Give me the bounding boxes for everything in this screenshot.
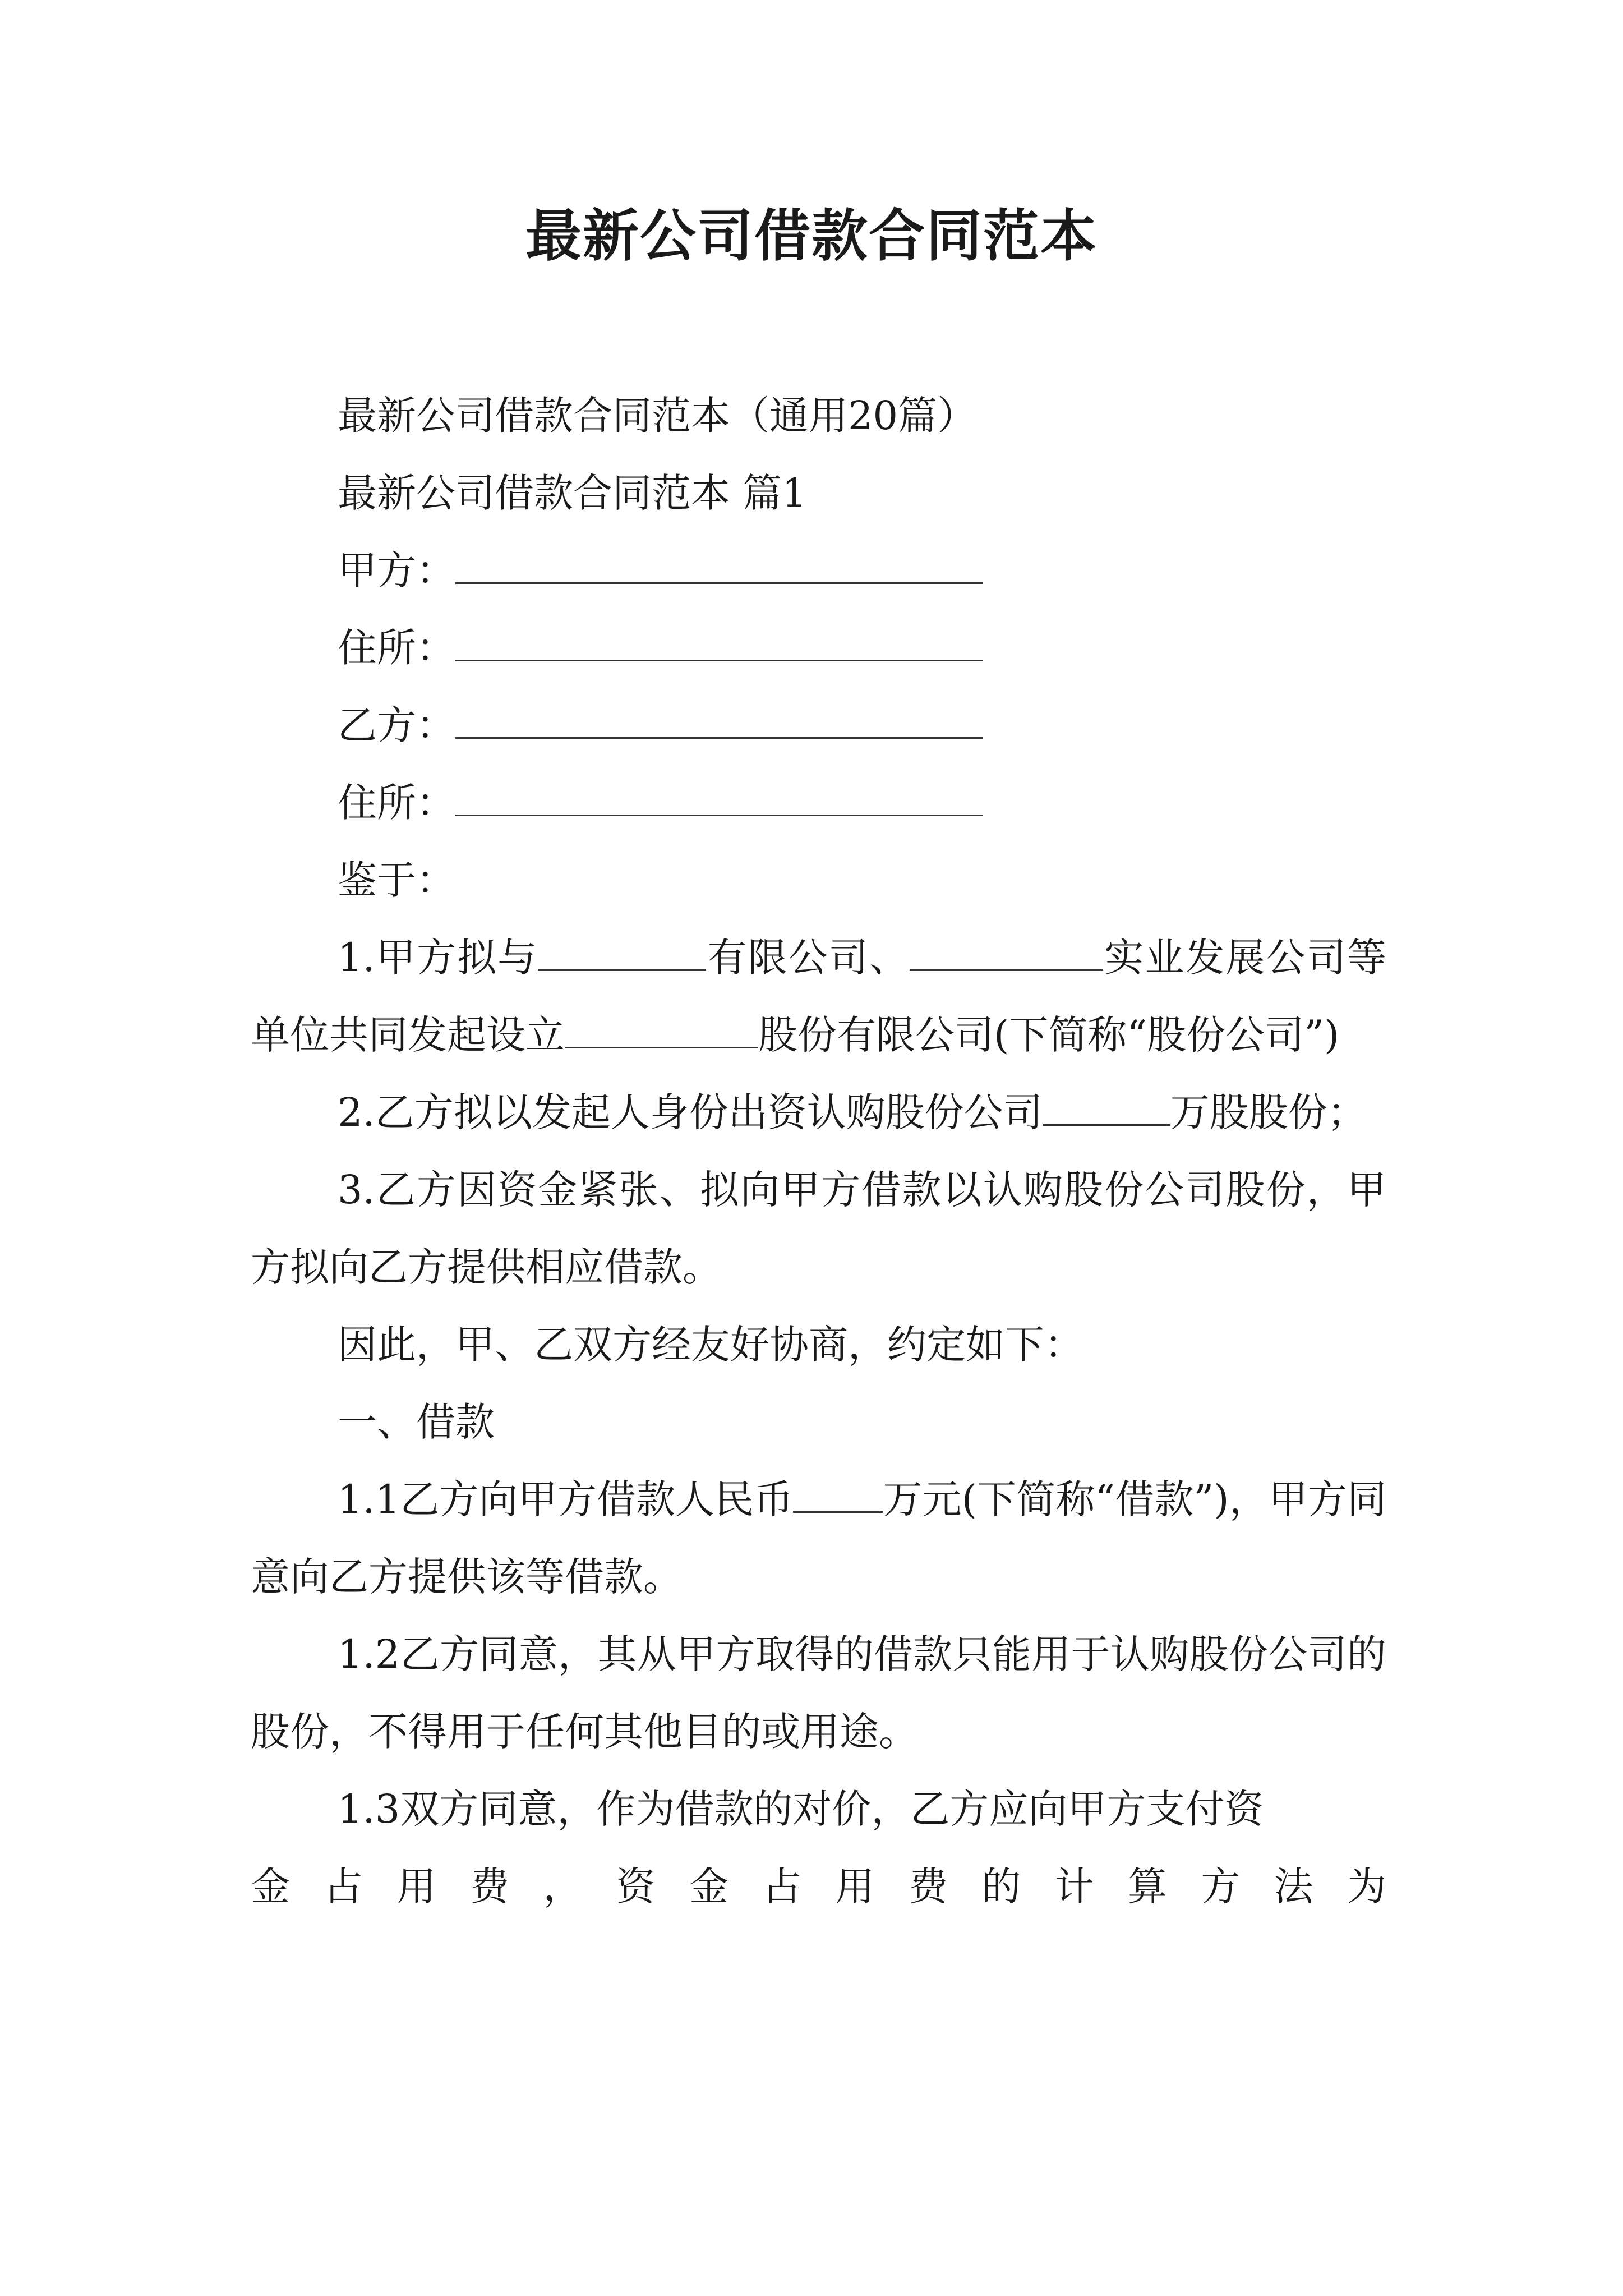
document-body bbox=[251, 377, 1386, 1925]
document-title: 最新公司借款合同范本 bbox=[525, 203, 1098, 269]
article-1-heading: 一、借款 bbox=[338, 1399, 495, 1445]
recital-3: 3.乙方因资金紧张、拟向甲方借款以认购股份公司股份，甲方拟向乙方提供相应借款。 bbox=[251, 1167, 1386, 1290]
party-a-field bbox=[251, 532, 1386, 609]
party-a-address-blank bbox=[455, 626, 983, 661]
whereas-heading: 鉴于： bbox=[338, 857, 455, 903]
party-a-blank bbox=[455, 549, 983, 584]
recital-2-text-b: 万股股份； bbox=[1170, 1089, 1367, 1135]
clause-1-1-text-b: 万元(下简称“借款”)，甲方同意向乙方提供该等借款。 bbox=[251, 1476, 1386, 1600]
recital-1-blank-2 bbox=[910, 936, 1103, 971]
recital-1-blank-3 bbox=[565, 1013, 758, 1048]
party-a-address-label: 住所： bbox=[338, 625, 455, 671]
recital-1 bbox=[251, 919, 1386, 1074]
recital-2 bbox=[251, 1074, 1386, 1151]
clause-1-3-continued: 金占用费，资金占用费的计算方法为 bbox=[251, 1864, 1386, 1910]
clause-1-2: 1.2乙方同意，其从甲方取得的借款只能用于认购股份公司的股份，不得用于任何其他目的或用途。 bbox=[251, 1631, 1386, 1755]
clause-1-1-blank bbox=[793, 1478, 883, 1513]
recital-2-blank bbox=[1043, 1091, 1170, 1126]
recital-1-text-c: 实业发展公 bbox=[1103, 935, 1307, 981]
party-b-address-field bbox=[251, 764, 1386, 841]
party-b-address-label: 住所： bbox=[338, 780, 455, 826]
party-b-blank bbox=[455, 703, 983, 739]
recital-1-text-a: 1.甲方拟与 bbox=[338, 935, 538, 981]
clause-1-1-text-a: 1.1乙方向甲方借款人民币 bbox=[338, 1476, 794, 1522]
party-a-address-field bbox=[251, 609, 1386, 687]
agreement-intro: 因此，甲、乙双方经友好协商，约定如下： bbox=[338, 1322, 1083, 1368]
recital-1-blank-1 bbox=[538, 936, 706, 971]
recital-1-text-b: 有限公司、 bbox=[706, 935, 910, 981]
party-b-field bbox=[251, 687, 1386, 764]
party-a-label: 甲方： bbox=[338, 547, 455, 593]
clause-1-1 bbox=[251, 1461, 1386, 1616]
clause-1-3: 1.3双方同意，作为借款的对价，乙方应向甲方支付资 bbox=[338, 1786, 1264, 1832]
section-heading: 最新公司借款合同范本 篇1 bbox=[338, 470, 807, 516]
recital-2-text-a: 2.乙方拟以发起人身份出资认购股份公司 bbox=[338, 1089, 1043, 1135]
party-b-address-blank bbox=[455, 781, 983, 816]
recital-1-text-d: 司等单位共同发起设立 bbox=[251, 935, 1386, 1058]
subtitle: 最新公司借款合同范本（通用20篇） bbox=[338, 393, 977, 439]
party-b-label: 乙方： bbox=[338, 702, 455, 748]
recital-1-text-e: 股份有限公司(下简称“股份公司”) bbox=[758, 1012, 1340, 1058]
